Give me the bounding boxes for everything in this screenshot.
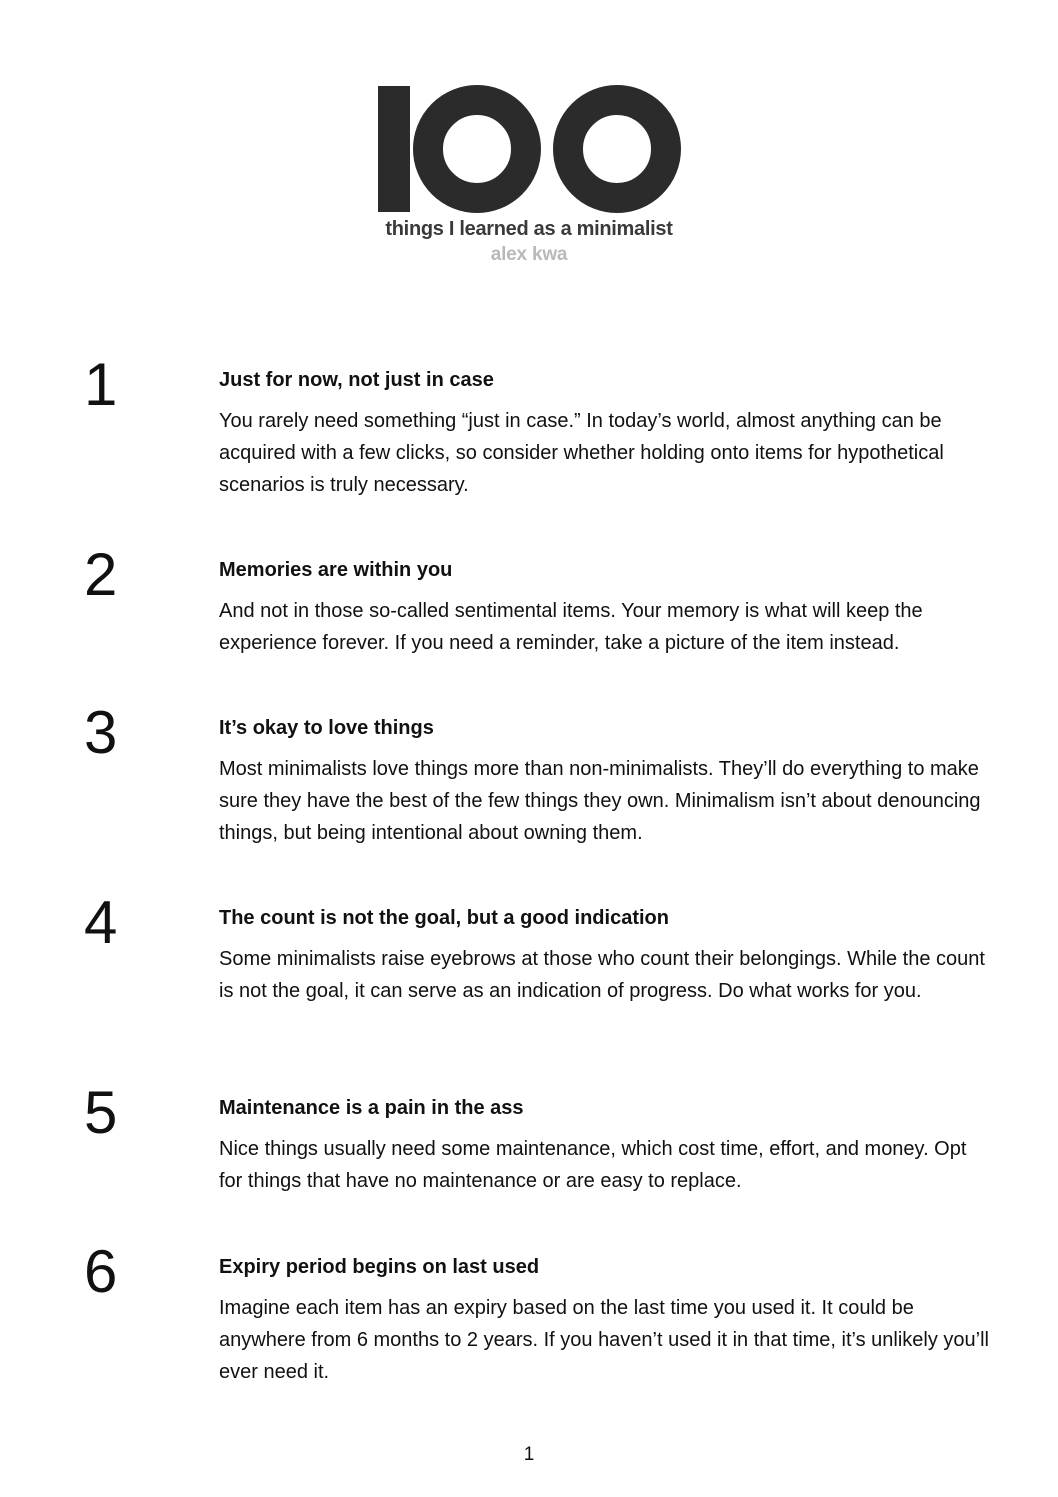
item-body: And not in those so-called sentimental items. Your memory is what will keep the experience forever. If you need a reminder, take a picture of the item instead. — [219, 600, 923, 654]
author-name: alex kwa — [490, 244, 568, 265]
document-header — [0, 0, 1058, 300]
item-title: It’s okay to love things — [219, 717, 434, 739]
item-body: Nice things usually need some maintenance, which cost time, effort, and money. Opt for things that have no maintenance or are easy to replace. — [219, 1138, 967, 1192]
item-title: Memories are within you — [219, 559, 453, 581]
item-body: Most minimalists love things more than non-minimalists. They’ll do everything to make sure they have the best of the few things they own. Minimalism isn’t about denouncing things, but being intentional about owning them. — [219, 758, 981, 844]
logo-100 — [376, 84, 682, 214]
item-body: Imagine each item has an expiry based on the last time you used it. It could be anywhere from 6 months to 2 years. If you haven’t used it in that time, it’s unlikely you’ll ever need it. — [219, 1297, 989, 1383]
item-body: Some minimalists raise eyebrows at those who count their belongings. While the count is not the goal, it can serve as an indication of progress. Do what works for you. — [219, 948, 985, 1002]
page-number: 1 — [523, 1444, 535, 1465]
item-number: 6 — [84, 1238, 118, 1305]
item-number: 1 — [84, 351, 118, 418]
document-subtitle: things I learned as a minimalist — [385, 218, 673, 240]
logo-digit-zero-right — [568, 100, 666, 198]
item-title: Just for now, not just in case — [219, 369, 494, 391]
item-title: Maintenance is a pain in the ass — [219, 1097, 524, 1119]
item-body: You rarely need something “just in case.” In today’s world, almost anything can be acquired with a few clicks, so consider whether holding onto items for hypothetical scenarios is truly necessary. — [219, 410, 944, 496]
item-title: The count is not the goal, but a good indication — [219, 907, 669, 929]
item-number: 4 — [84, 889, 118, 956]
item-number: 3 — [84, 699, 118, 766]
item-number: 5 — [84, 1079, 118, 1146]
logo-digit-one — [378, 86, 410, 212]
item-number: 2 — [84, 541, 118, 608]
logo-digit-zero-left — [428, 100, 526, 198]
item-title: Expiry period begins on last used — [219, 1256, 540, 1278]
